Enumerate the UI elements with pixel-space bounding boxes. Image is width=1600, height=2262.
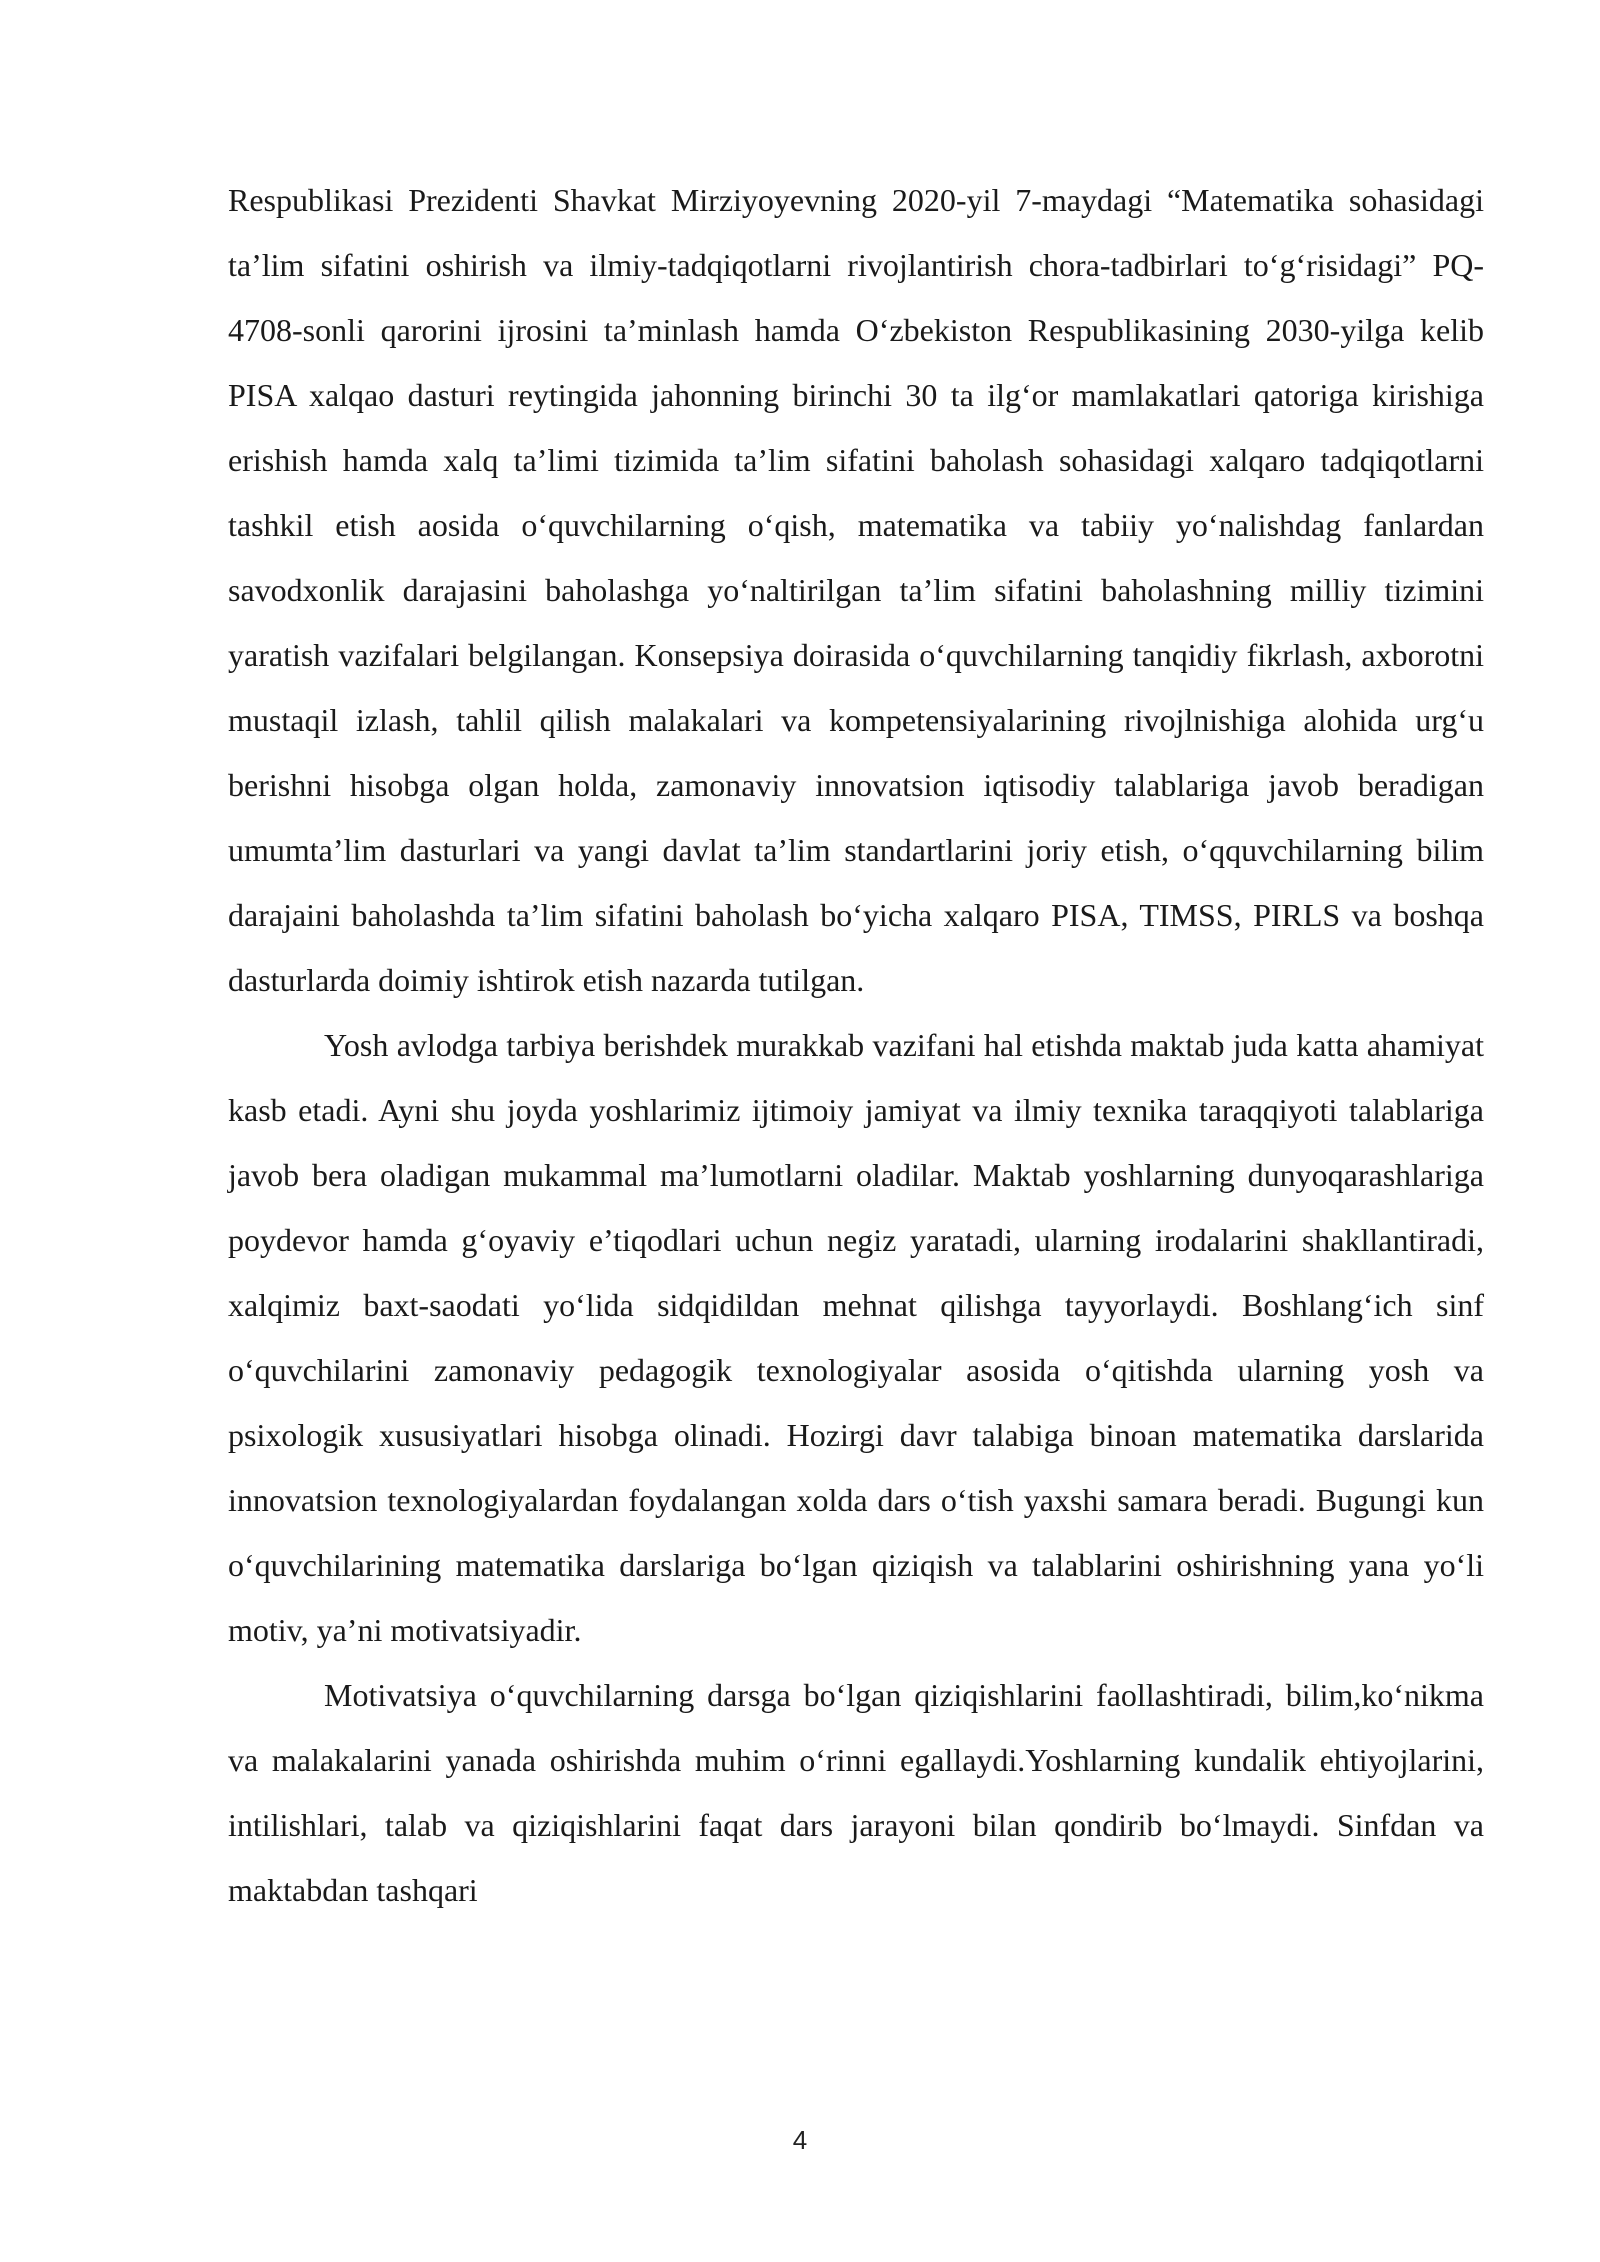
page-number: 4 [792,2125,808,2155]
paragraph: Respublikasi Prezidenti Shavkat Mirziyoyevning 2020-yil 7-maydagi “Matematika sohasidagi ta’lim sifatini oshirish va ilmiy-tadqiqotlarni rivojlantirish chora-tadbirlari to‘g‘risidagi” PQ-4708-sonli qarorini ijrosini ta’minlash hamda O‘zbekiston Respublikasining 2030-yilga kelib PISA xalqao dasturi reytingida jahonning birinchi 30 ta ilg‘or mamlakatlari qatoriga kirishiga erishish hamda xalq ta’limi tizimida ta’lim sifatini baholash sohasidagi xalqaro tadqiqotlarni tashkil etish aosida o‘quvchilarning o‘qish, matematika va tabiiy yo‘nalishdag fanlardan savodxonlik darajasini baholashga yo‘naltirilgan ta’lim sifatini baholashning milliy tizimini yaratish vazifalari belgilangan. Konsepsiya doirasida o‘quvchilarning tanqidiy fikrlash, axborotni mustaqil izlash, tahlil qilish malakalari va kompetensiyalarining rivojlnishiga alohida urg‘u berishni hisobga olgan holda, zamonaviy innovatsion iqtisodiy talablariga javob beradigan umumta’lim dasturlari va yangi davlat ta’lim standartlarini joriy etish, o‘qquvchilarning bilim darajaini baholashda ta’lim sifatini baholash bo‘yicha xalqaro PISA, TIMSS, PIRLS va boshqa dasturlarda doimiy ishtirok etish nazarda tutilgan. [228,182,1484,998]
document-body [228,168,1484,1923]
paragraph: Motivatsiya o‘quvchilarning darsga bo‘lgan qiziqishlarini faollashtiradi, bilim,ko‘nikma va malakalarini yanada oshirishda muhim o‘rinni egallaydi.Yoshlarning kundalik ehtiyojlarini, intilishlari, talab va qiziqishlarini faqat dars jarayoni bilan qondirib bo‘lmaydi. Sinfdan va maktabdan tashqari [228,1677,1484,1908]
paragraph: Yosh avlodga tarbiya berishdek murakkab vazifani hal etishda maktab juda katta ahamiyat kasb etadi. Ayni shu joyda yoshlarimiz ijtimoiy jamiyat va ilmiy texnika taraqqiyoti talablariga javob bera oladigan mukammal ma’lumotlarni oladilar. Maktab yoshlarning dunyoqarashlariga poydevor hamda g‘oyaviy e’tiqodlari uchun negiz yaratadi, ularning irodalarini shakllantiradi, xalqimiz baxt-saodati yo‘lida sidqidildan mehnat qilishga tayyorlaydi. Boshlang‘ich sinf o‘quvchilarini zamonaviy pedagogik texnologiyalar asosida o‘qitishda ularning yosh va psixologik xususiyatlari hisobga olinadi. Hozirgi davr talabiga binoan matematika darslarida innovatsion texnologiyalardan foydalangan xolda dars o‘tish yaxshi samara beradi. Bugungi kun o‘quvchilarining matematika darslariga bo‘lgan qiziqish va talablarini oshirishning yana yo‘li motiv, ya’ni motivatsiyadir. [228,1027,1484,1648]
